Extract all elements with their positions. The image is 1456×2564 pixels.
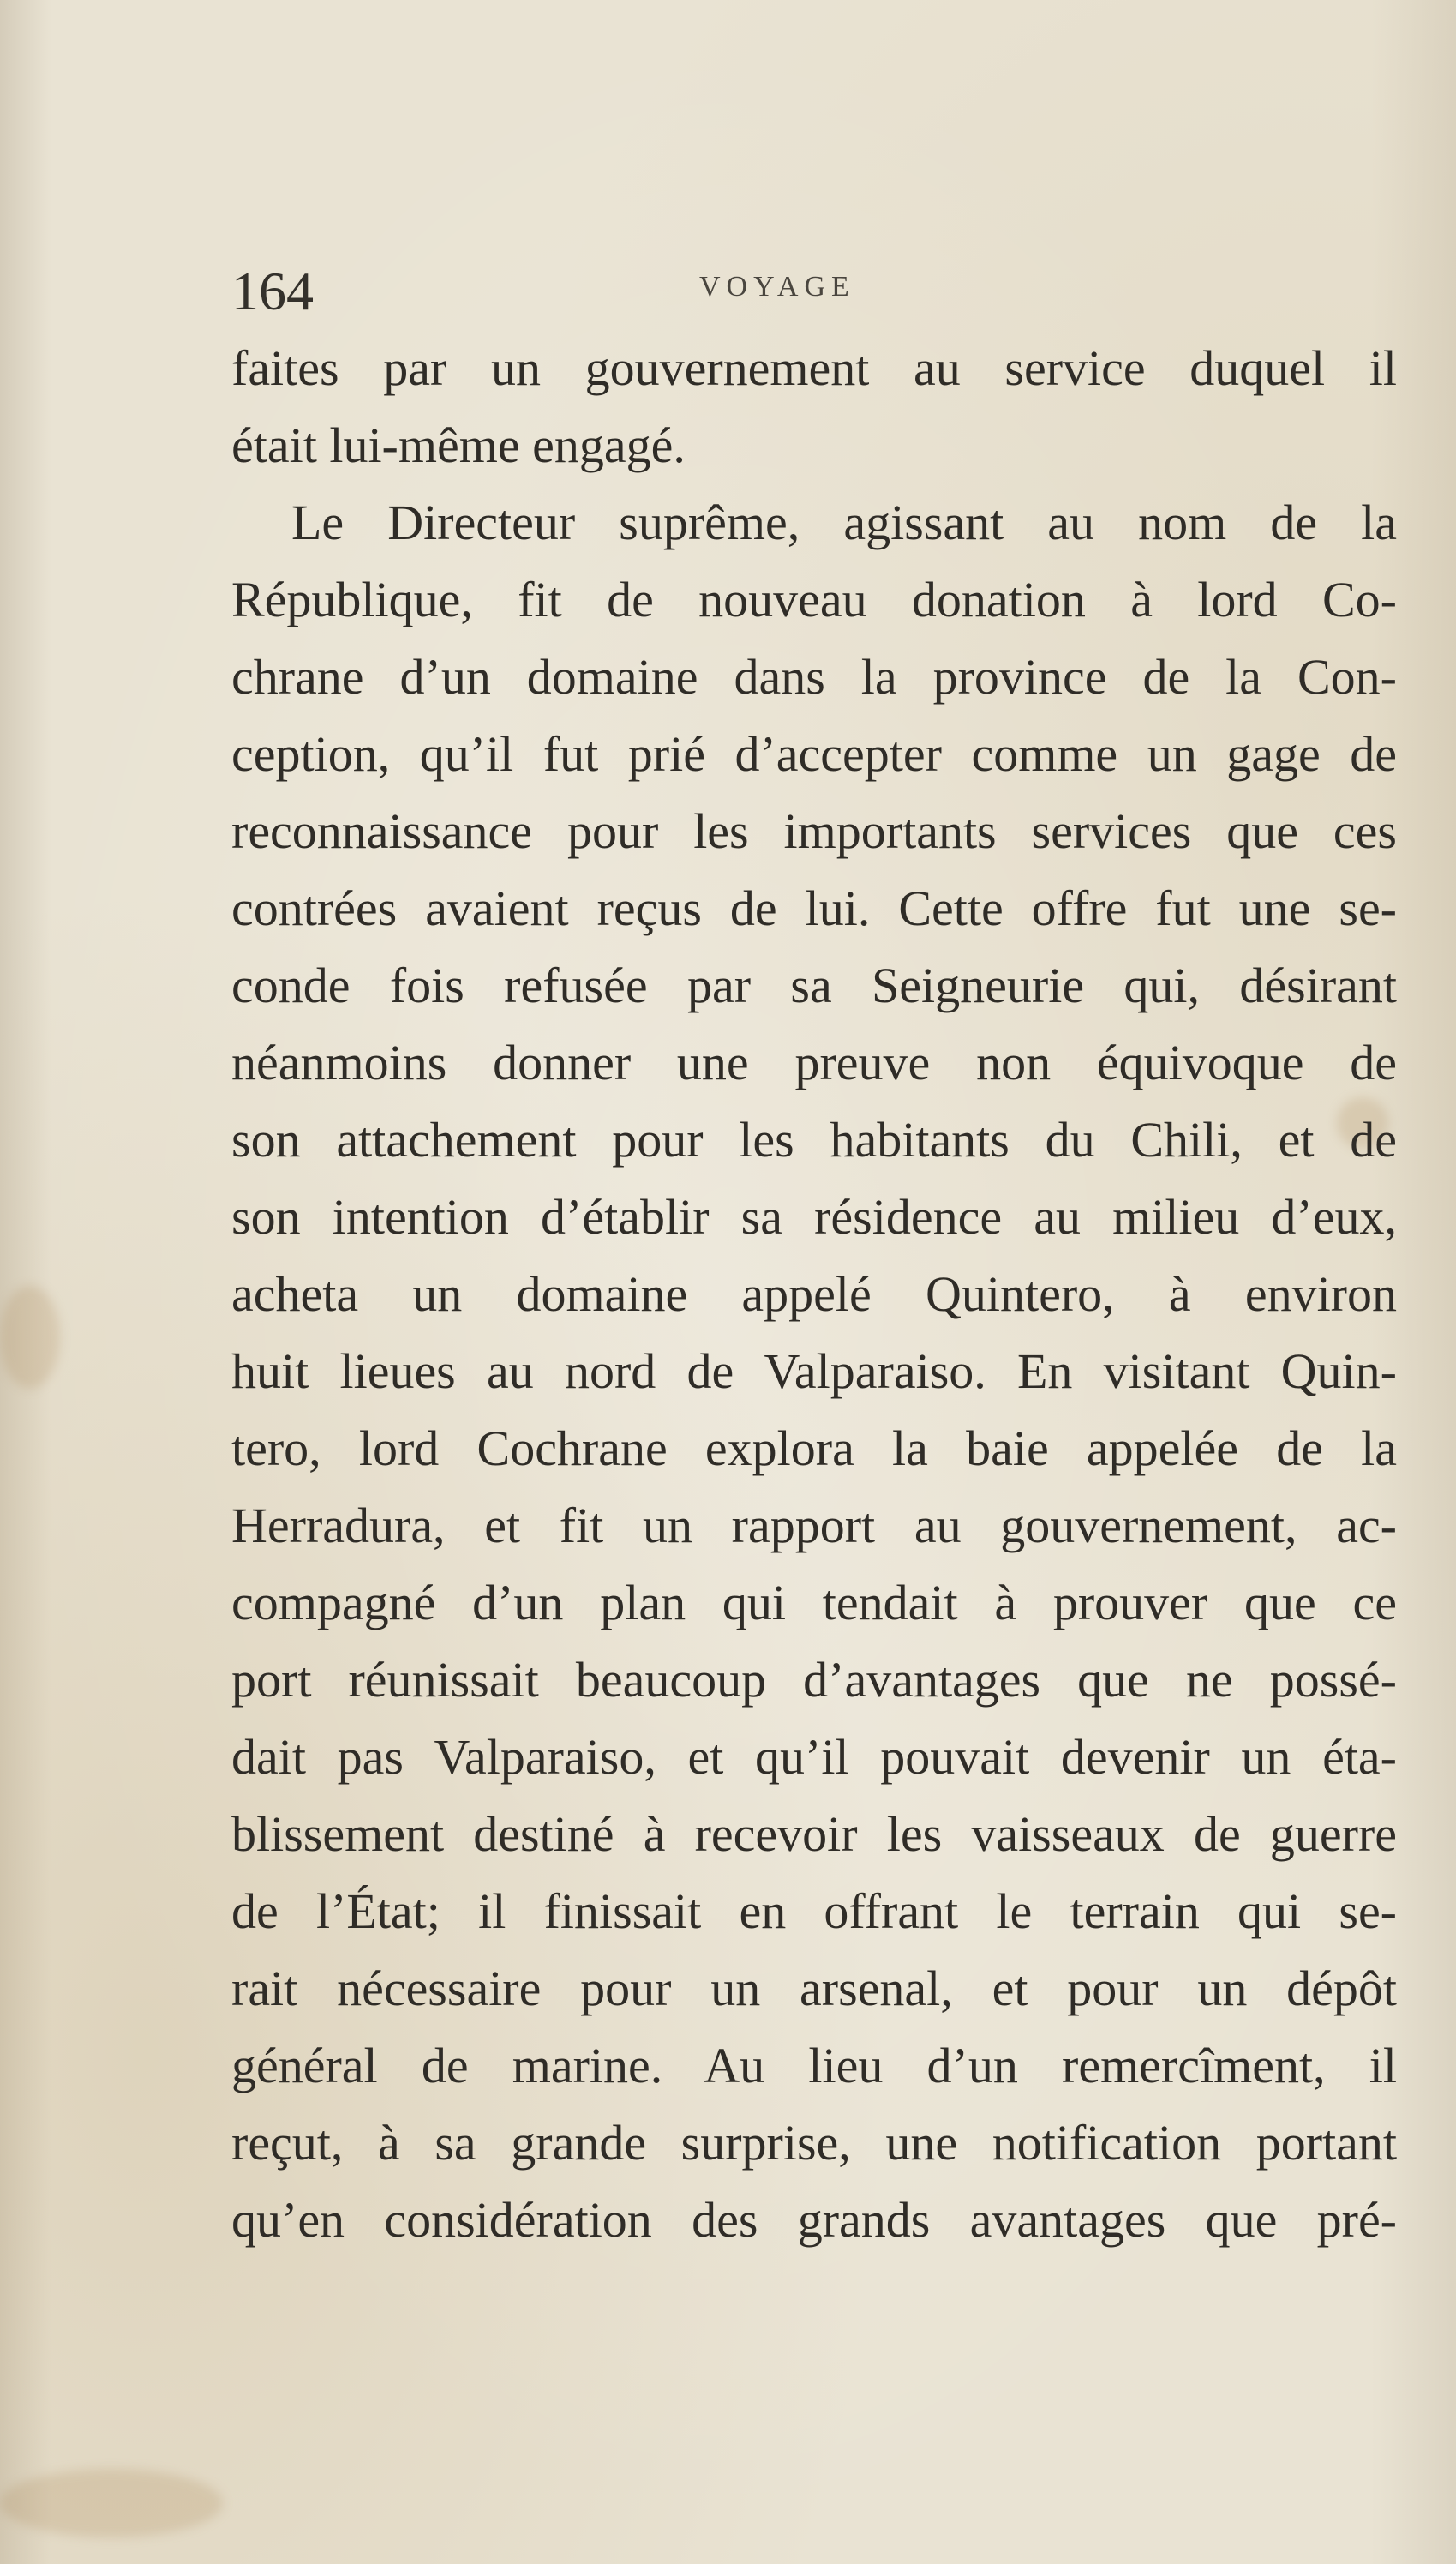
text-line: dait pas Valparaiso, et qu’il pouvait devenir un éta- (231, 1729, 1397, 1785)
page-header (231, 257, 1397, 334)
text-line: port réunissait beaucoup d’avantages que ne possé- (231, 1652, 1397, 1708)
text-line: son attachement pour les habitants du Chili, et de (231, 1112, 1397, 1168)
text-line: contrées avaient reçus de lui. Cette offre fut une se- (231, 880, 1397, 936)
paper-stain (0, 2469, 223, 2537)
text-line: néanmoins donner une preuve non équivoque de (231, 1035, 1397, 1090)
text-line: République, fit de nouveau donation à lord Co- (231, 572, 1397, 627)
text-line: conde fois refusée par sa Seigneurie qui, désirant (231, 958, 1397, 1013)
text-line: était lui-même engagé. (231, 417, 686, 473)
text-line: reçut, à sa grande surprise, une notification portant (231, 2115, 1397, 2171)
text-line: blissement destiné à recevoir les vaisseaux de guerre (231, 1806, 1397, 1862)
text-line: acheta un domaine appelé Quintero, à environ (231, 1266, 1397, 1322)
text-line: Herradura, et fit un rapport au gouvernement, ac- (231, 1498, 1397, 1553)
text-line: chrane d’un domaine dans la province de la Con- (231, 649, 1397, 705)
body-text (231, 330, 1397, 2259)
page-number: 164 (231, 261, 314, 321)
text-line: reconnaissance pour les importants services que ces (231, 803, 1397, 859)
text-line: son intention d’établir sa résidence au milieu d’eux, (231, 1189, 1397, 1245)
text-line: huit lieues au nord de Valparaiso. En visitant Quin- (231, 1343, 1397, 1399)
running-head: VOYAGE (699, 271, 855, 303)
text-line: général de marine. Au lieu d’un remercîment, il (231, 2038, 1397, 2093)
text-line: qu’en considération des grands avantages que pré- (231, 2192, 1397, 2248)
text-line: faites par un gouvernement au service duquel il (231, 340, 1397, 396)
text-line: ception, qu’il fut prié d’accepter comme un gage de (231, 726, 1397, 782)
paper-stain (0, 1286, 60, 1389)
text-line: de l’État; il finissait en offrant le terrain qui se- (231, 1883, 1397, 1939)
text-line: rait nécessaire pour un arsenal, et pour un dépôt (231, 1961, 1397, 2016)
text-line: Le Directeur suprême, agissant au nom de la (291, 495, 1397, 550)
text-line: tero, lord Cochrane explora la baie appelée de la (231, 1420, 1397, 1476)
text-line: compagné d’un plan qui tendait à prouver que ce (231, 1575, 1397, 1630)
